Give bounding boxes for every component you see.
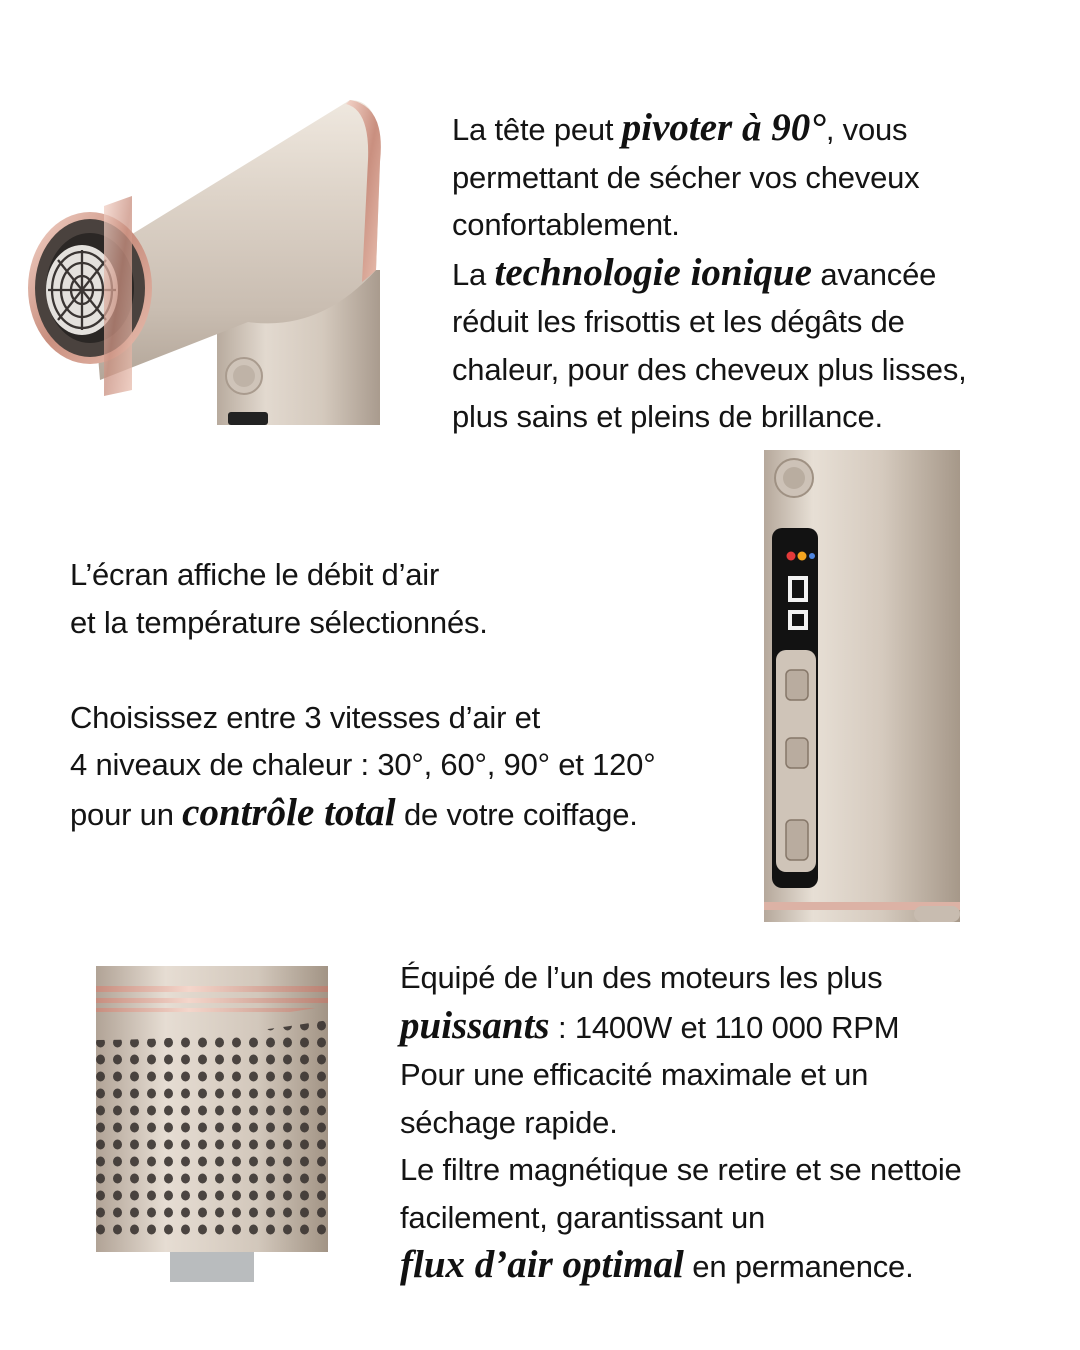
- hair-dryer-head-illustration: [20, 100, 390, 425]
- hair-dryer-display-illustration: [764, 450, 964, 922]
- section-swivel-ionic: La tête peut pivoter à 90°, vous permettant de sécher vos cheveux confortablement. La technologie ionique avancée réduit les frisottis et les dégâts de chaleur, pour des cheveux plus lisses, plus sains et pleins de brillance.: [452, 106, 967, 434]
- emphasis-ionic: technologie ionique: [494, 250, 812, 294]
- emphasis-powerful: puissants: [400, 1003, 550, 1047]
- section-display-settings: L’écran affiche le débit d’air et la température sélectionnés. Choisissez entre 3 vitesses d’air et 4 niveaux de chaleur : 30°, 60°, 90° et 120° pour un contrôle total de votre coiffage.: [70, 557, 656, 834]
- hair-dryer-filter-illustration: [92, 966, 332, 1282]
- emphasis-pivot: pivoter à 90°: [621, 106, 826, 149]
- emphasis-control: contrôle total: [182, 790, 396, 834]
- emphasis-airflow: flux d’air optimal: [400, 1243, 684, 1286]
- section-motor-filter: Équipé de l’un des moteurs les plus puissants : 1400W et 110 000 RPM Pour une efficacité maximale et un séchage rapide. Le filtre magnétique se retire et se nettoie facilement, garantissant un flux d’air optimal en permanence.: [400, 960, 962, 1286]
